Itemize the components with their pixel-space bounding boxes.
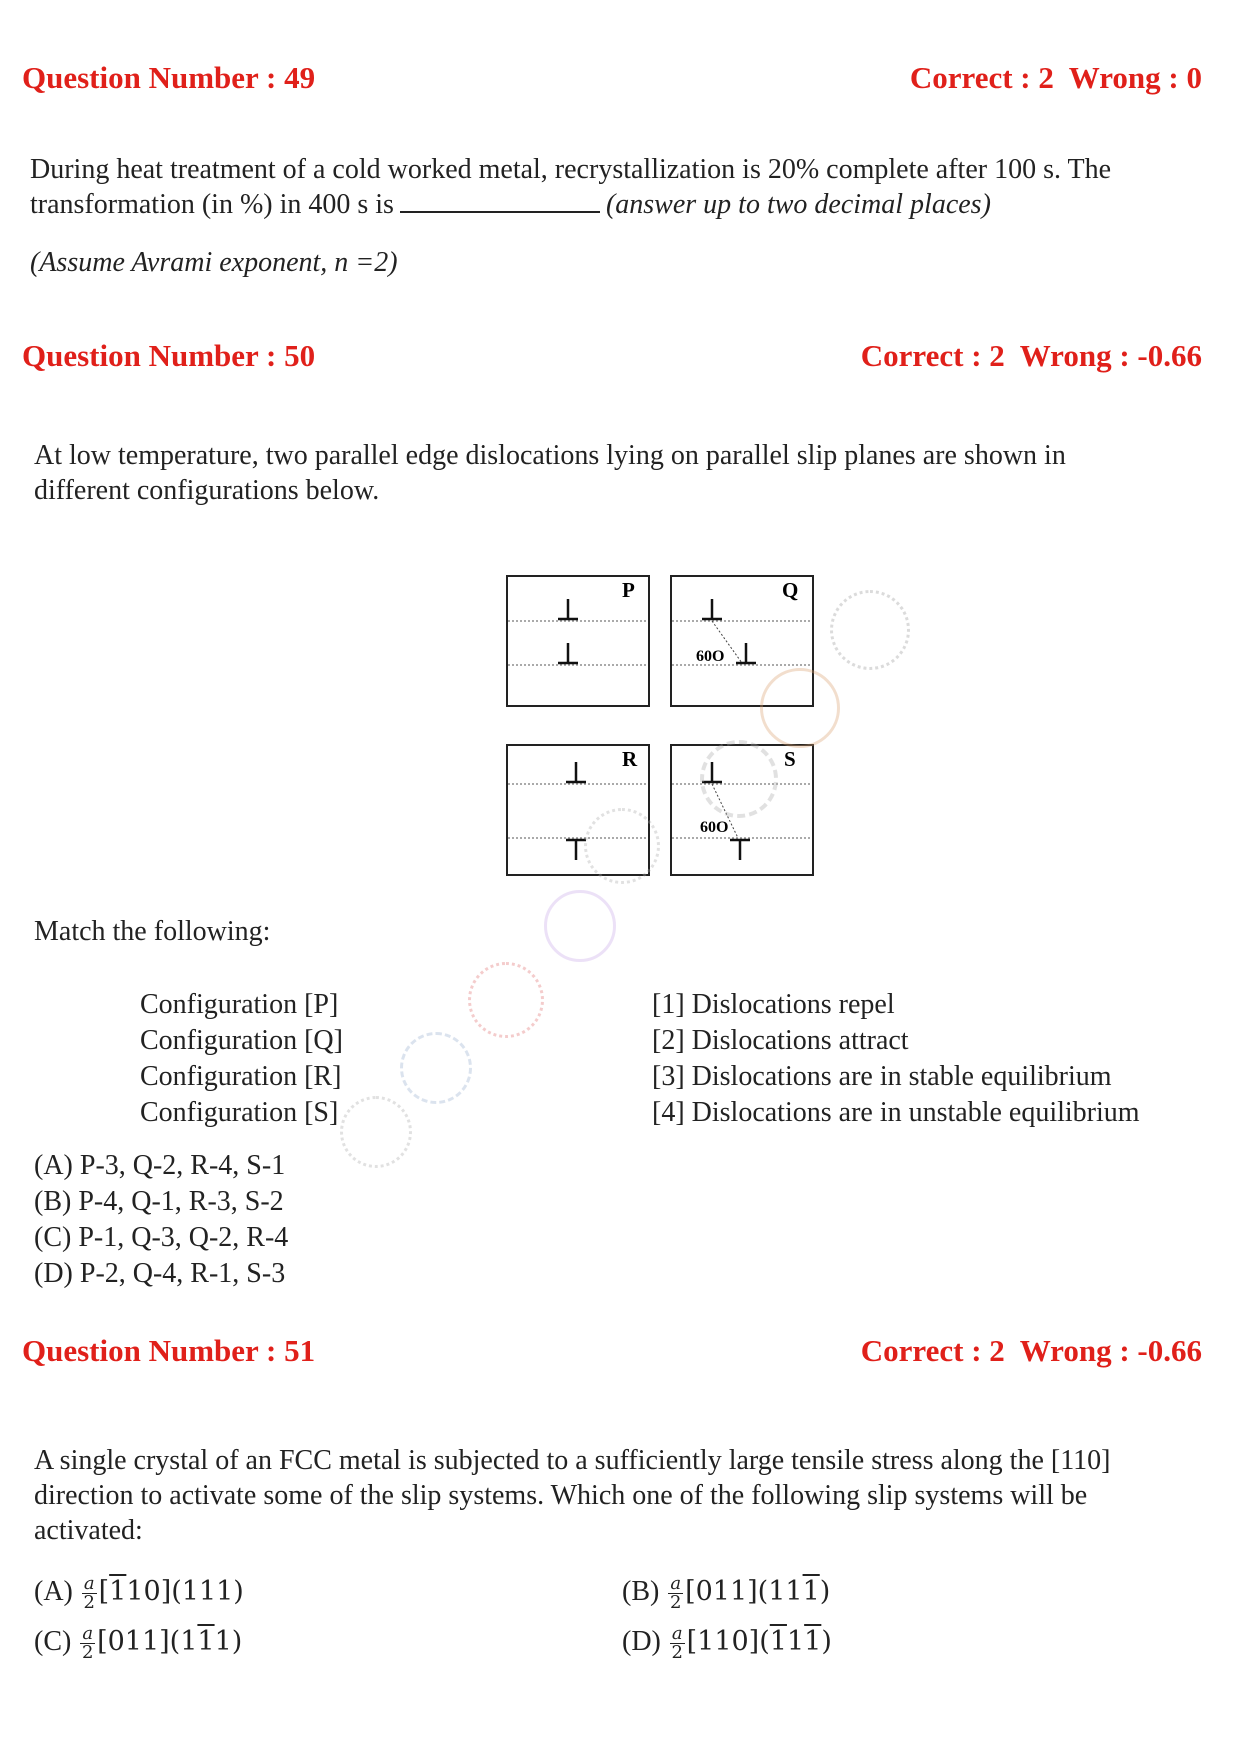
slip-system: [110](111) bbox=[98, 1576, 244, 1607]
config-item: Configuration [Q] bbox=[140, 1025, 343, 1056]
watermark-gear-icon bbox=[700, 740, 778, 818]
q50-options bbox=[34, 1148, 288, 1292]
match-title: Match the following: bbox=[34, 916, 271, 947]
config-item: Configuration [S] bbox=[140, 1097, 339, 1128]
slip-system: [011](111) bbox=[685, 1576, 831, 1607]
diagram-r-label: R bbox=[622, 747, 638, 771]
description-item: [4] Dislocations are in unstable equilibrium bbox=[652, 1097, 1140, 1128]
q49-marks: Correct : 2 Wrong : 0 bbox=[909, 60, 1202, 95]
answer-blank bbox=[400, 189, 600, 213]
q50-option-c[interactable]: (C) P-1, Q-3, Q-2, R-4 bbox=[34, 1222, 289, 1253]
watermark-seal-icon bbox=[340, 1096, 412, 1168]
diagram-q-angle: 60O bbox=[696, 648, 725, 665]
q51-text-line1: A single crystal of an FCC metal is subjected to a sufficiently large tensile stress along the [110] bbox=[34, 1445, 1111, 1476]
q51-marks: Correct : 2 Wrong : -0.66 bbox=[860, 1333, 1202, 1368]
watermark-seal-icon bbox=[760, 668, 840, 748]
fraction: $\frac{a}{2}$ bbox=[83, 1573, 95, 1614]
fraction: $\frac{a}{2}$ bbox=[671, 1623, 683, 1664]
q49-text-line1: During heat treatment of a cold worked metal, recrystallization is 20% complete after 100 s. The bbox=[30, 154, 1111, 185]
q50-number: Question Number : 50 bbox=[22, 338, 316, 373]
description-item: [3] Dislocations are in stable equilibrium bbox=[652, 1061, 1112, 1092]
watermark-seal-icon bbox=[468, 962, 544, 1038]
watermark-gear-icon bbox=[400, 1032, 472, 1104]
q51-option-b[interactable]: (B) $\frac{a}{2}$ [011](111) bbox=[622, 1573, 831, 1614]
diagram-s-label: S bbox=[784, 747, 796, 771]
q50-option-a[interactable]: (A) P-3, Q-2, R-4, S-1 bbox=[34, 1150, 286, 1181]
q50-option-d[interactable]: (D) P-2, Q-4, R-1, S-3 bbox=[34, 1258, 286, 1289]
q51-option-d[interactable]: (D) $\frac{a}{2}$ [110](111) bbox=[622, 1623, 832, 1664]
watermark-seal-icon bbox=[584, 808, 660, 884]
q50-question bbox=[34, 438, 1224, 508]
watermark-seal-icon bbox=[544, 890, 616, 962]
diagram-p bbox=[506, 575, 650, 707]
q51-header bbox=[0, 1333, 1240, 1377]
q51-text-line3: activated: bbox=[34, 1515, 143, 1546]
description-item: [1] Dislocations repel bbox=[652, 989, 895, 1020]
q50-text-line2: different configurations below. bbox=[34, 475, 380, 506]
diagram-p-drawing bbox=[508, 577, 648, 705]
q49-text-line2: transformation (in %) in 400 s is (answer up to two decimal places) bbox=[30, 189, 991, 220]
q51-option-a[interactable]: (A) $\frac{a}{2}$ [110](111) bbox=[34, 1573, 244, 1614]
description-item: [2] Dislocations attract bbox=[652, 1025, 909, 1056]
watermark-seal-icon bbox=[830, 590, 910, 670]
q51-question bbox=[34, 1443, 1224, 1548]
q49-hint: (answer up to two decimal places) bbox=[605, 189, 991, 220]
q50-marks: Correct : 2 Wrong : -0.66 bbox=[860, 338, 1202, 373]
slip-system: [011](111) bbox=[97, 1626, 243, 1657]
q51-option-c[interactable]: (C) $\frac{a}{2}$ [011](111) bbox=[34, 1623, 243, 1664]
q50-option-b[interactable]: (B) P-4, Q-1, R-3, S-2 bbox=[34, 1186, 284, 1217]
slip-system: [110](111) bbox=[686, 1626, 832, 1657]
diagram-q-label: Q bbox=[782, 578, 799, 602]
q50-text-line1: At low temperature, two parallel edge dislocations lying on parallel slip planes are shown in bbox=[34, 440, 1066, 471]
diagram-s-angle: 60O bbox=[700, 819, 729, 836]
config-list bbox=[140, 987, 343, 1131]
q49-number: Question Number : 49 bbox=[22, 60, 316, 95]
config-item: Configuration [R] bbox=[140, 1061, 342, 1092]
description-list bbox=[652, 987, 1140, 1131]
config-item: Configuration [P] bbox=[140, 989, 339, 1020]
q51-number: Question Number : 51 bbox=[22, 1333, 316, 1368]
q49-header bbox=[0, 60, 1240, 104]
q50-header bbox=[0, 338, 1240, 382]
q51-text-line2: direction to activate some of the slip systems. Which one of the following slip systems will be bbox=[34, 1480, 1088, 1511]
q49-question bbox=[30, 152, 1220, 222]
q49-assumption: (Assume Avrami exponent, n =2) bbox=[30, 247, 398, 278]
diagram-p-label: P bbox=[622, 578, 635, 602]
fraction: $\frac{a}{2}$ bbox=[81, 1623, 94, 1664]
fraction: $\frac{a}{2}$ bbox=[669, 1573, 682, 1614]
